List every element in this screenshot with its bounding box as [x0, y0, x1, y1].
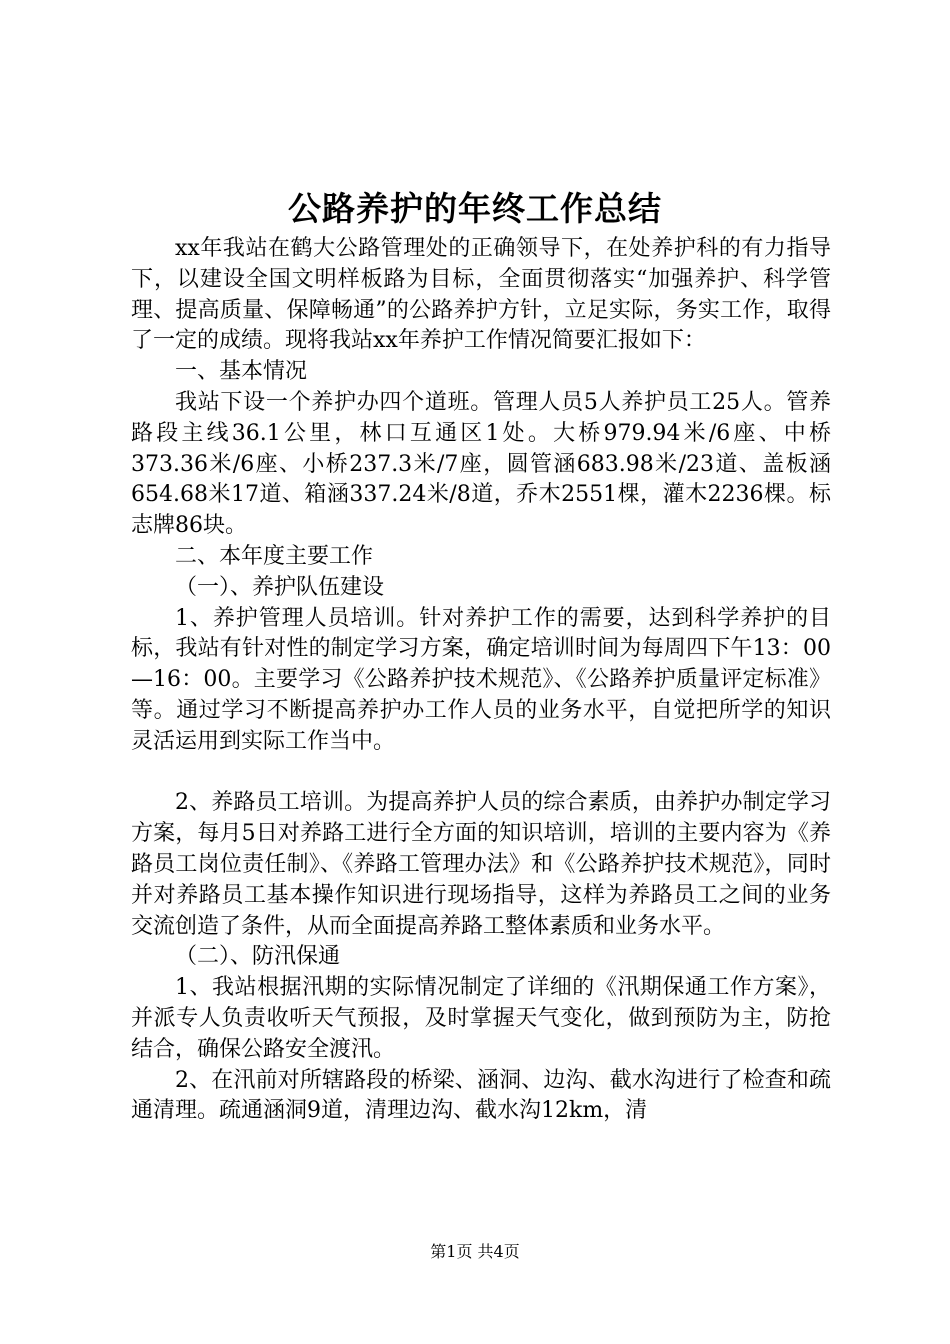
section-heading-basic-info: 一、基本情况: [175, 359, 308, 385]
team-paragraph-1: 1、养护管理人员培训。针对养护工作的需要，达到科学养护的目标，我站有针对性的制定学习方案，确定培训时间为每周四下午13：00—16：00。主要学习《公路养护技术规范》、《公路养护质量评定标准》等。通过学习不断提高养护办工作人员的业务水平，自觉把所学的知识灵活运用到实际工作当中。: [131, 605, 831, 754]
document-body: [131, 234, 831, 1127]
page-footer: 第1页 共4页: [430, 1242, 520, 1261]
subsection-heading-flood: （二）、防汛保通: [175, 944, 341, 970]
intro-paragraph: xx年我站在鹤大公路管理处的正确领导下，在处养护科的有力指导下，以建设全国文明样板路为目标，全面贯彻落实“加强养护、科学管理、提高质量、保障畅通”的公路养护方针，立足实际，务实工作，取得了一定的成绩。现将我站xx年养护工作情况简要汇报如下：: [131, 236, 831, 354]
document-title: 公路养护的年终工作总结: [288, 189, 662, 228]
flood-paragraph-1: 1、我站根据汛期的实际情况制定了详细的《汛期保通工作方案》，并派专人负责收听天气预报，及时掌握天气变化，做到预防为主，防抢结合，确保公路安全渡汛。: [131, 975, 831, 1062]
section-heading-main-work: 二、本年度主要工作: [175, 543, 374, 569]
flood-paragraph-2: 2、在汛前对所辖路段的桥梁、涵洞、边沟、截水沟进行了检查和疏通清理。疏通涵洞9道，清理边沟、截水沟12km，清: [131, 1067, 831, 1124]
team-paragraph-2: 2、养路员工培训。为提高养护人员的综合素质，由养护办制定学习方案，每月5日对养路工进行全方面的知识培训，培训的主要内容为《养路员工岗位责任制》、《养路工管理办法》和《公路养护技术规范》，同时并对养路员工基本操作知识进行现场指导，这样为养路员工之间的业务交流创造了条件，从而全面提高养路工整体素质和业务水平。: [131, 790, 831, 939]
basic-info-paragraph: 我站下设一个养护办四个道班。管理人员5人养护员工25人。管养路段主线36.1公里，林口互通区1处。大桥979.94米/6座、中桥373.36米/6座、小桥237.3米/7座，圆管涵683.98米/23道、盖板涵654.68米17道、箱涵337.24米/8道，乔木2551棵，灌木2236棵。标志牌86块。: [131, 389, 831, 539]
subsection-heading-team: （一）、养护队伍建设: [175, 574, 385, 600]
